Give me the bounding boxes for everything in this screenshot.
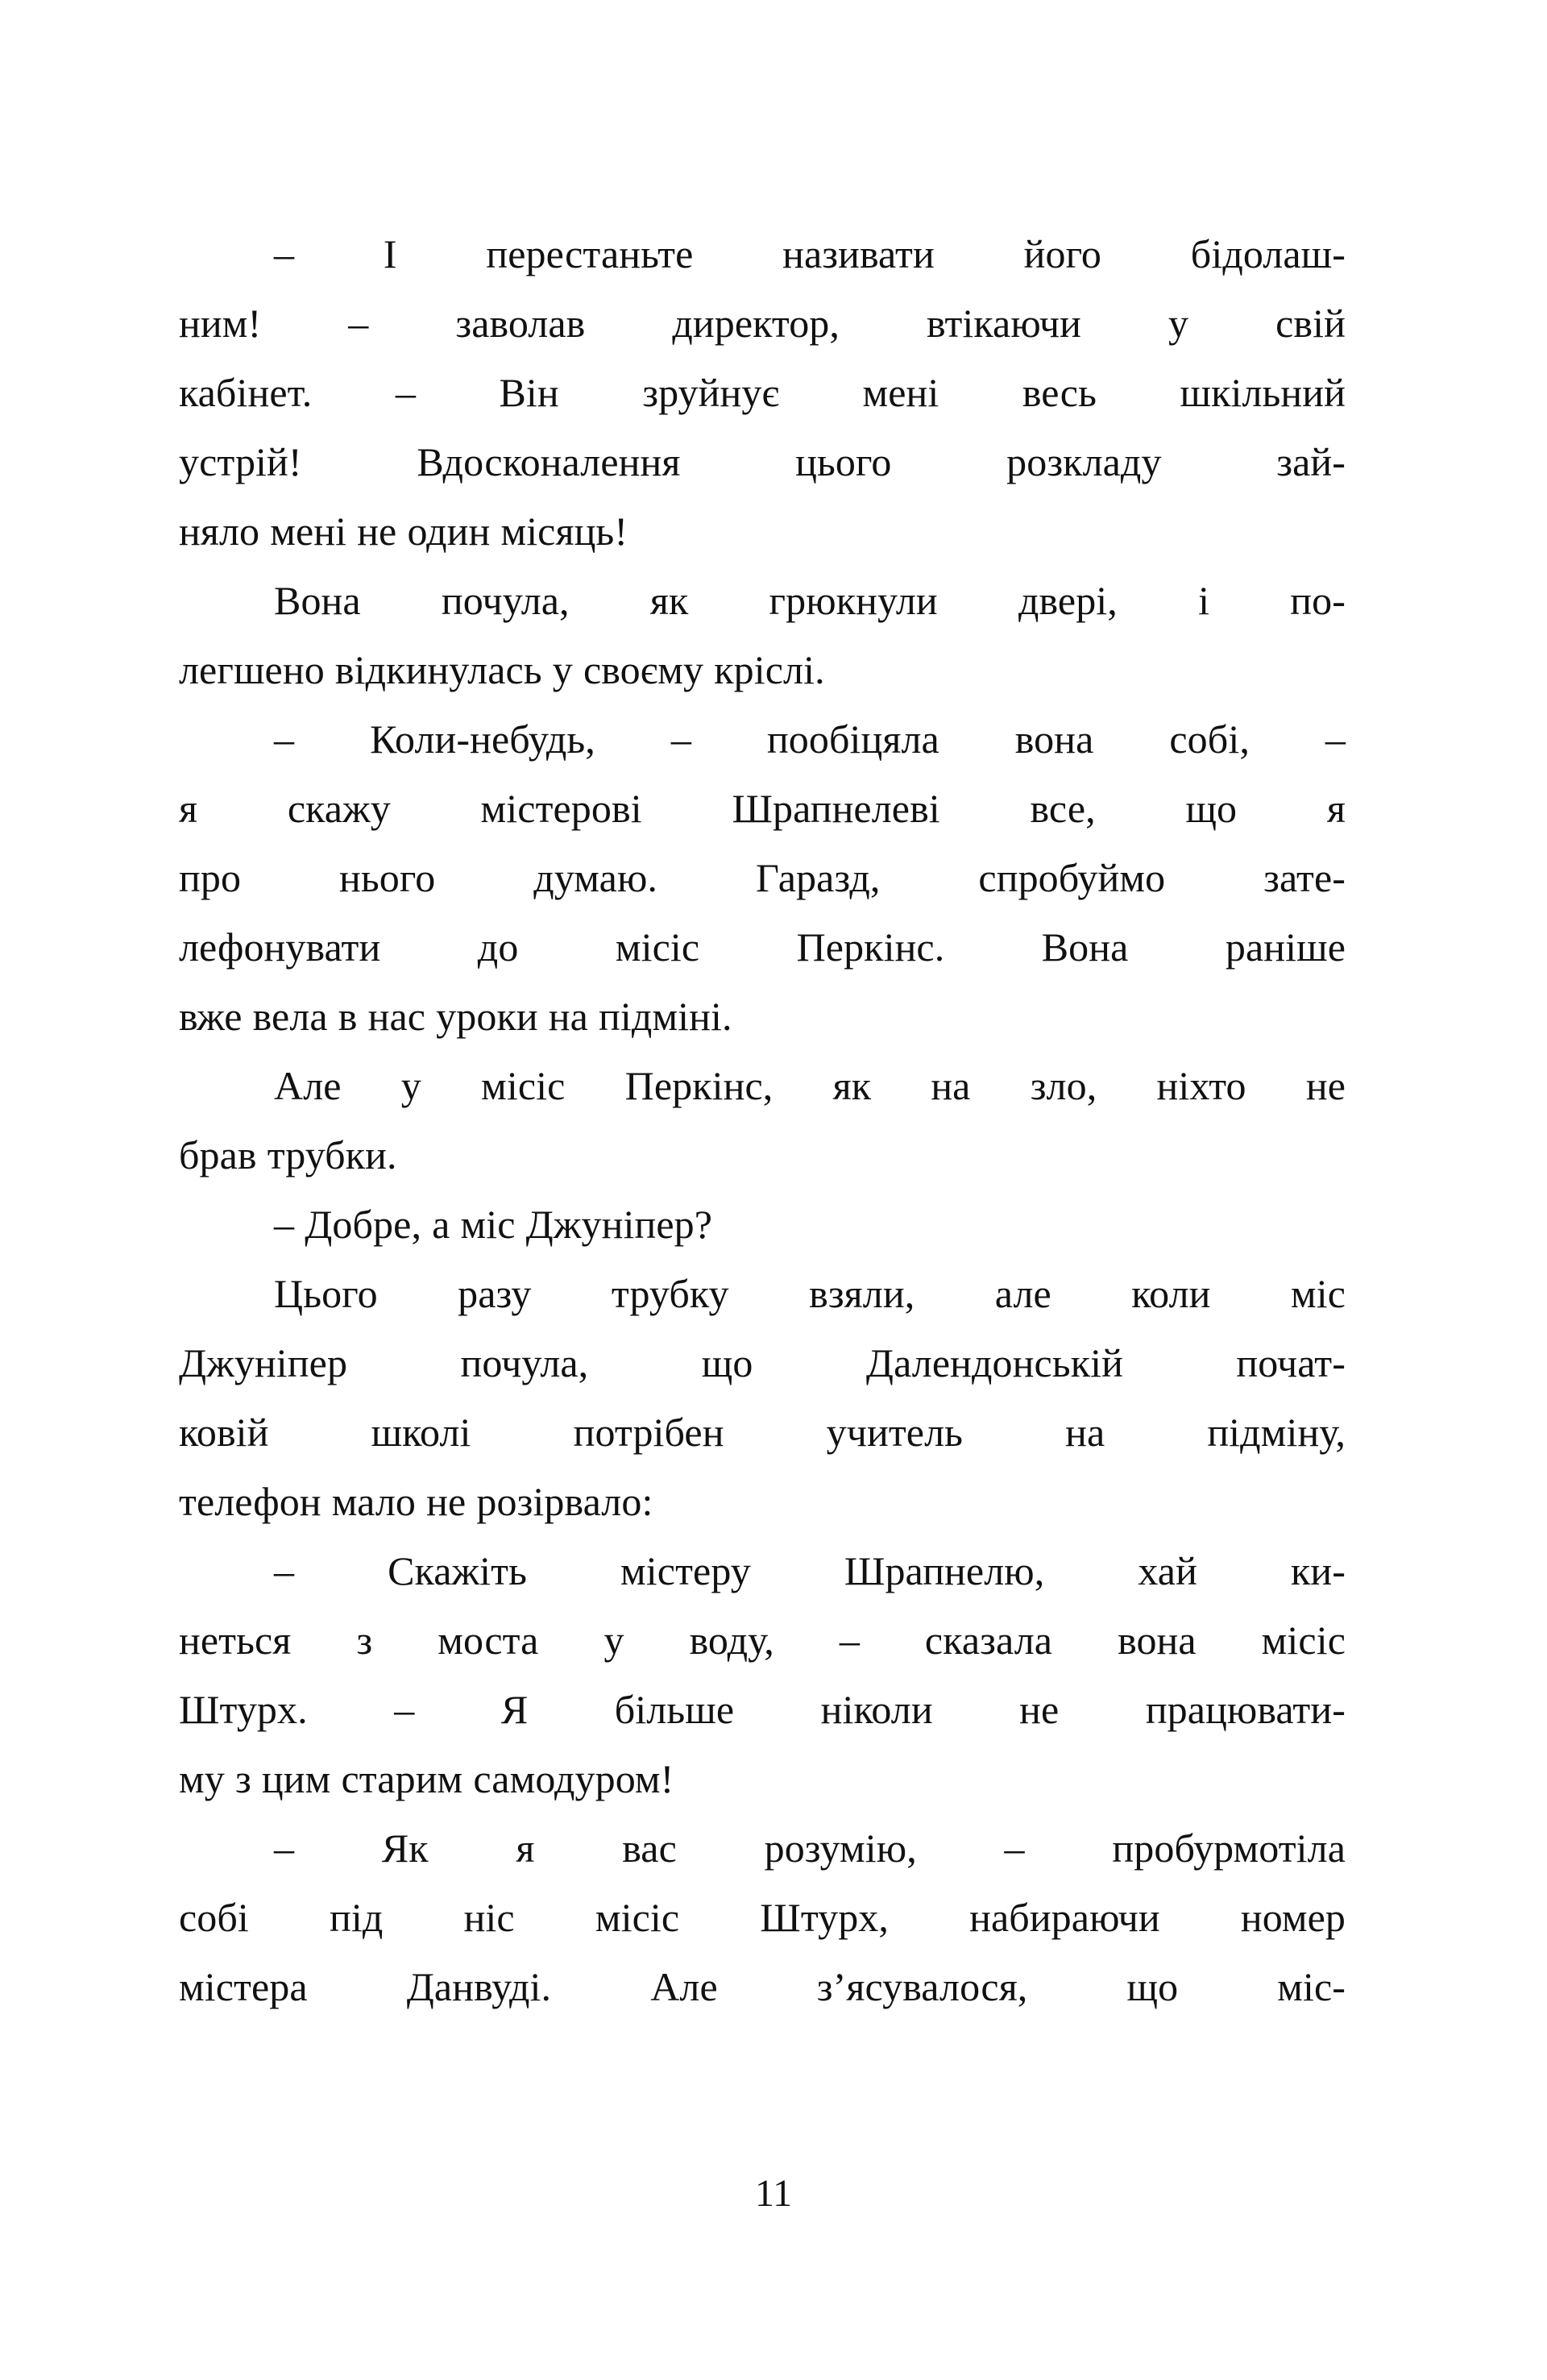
text-line: ковій школі потрібен учитель на підміну, — [179, 1410, 1346, 1455]
paragraph-7 — [179, 1536, 1346, 1813]
paragraph-6 — [179, 1259, 1346, 1536]
paragraph-2 — [179, 566, 1346, 704]
text-line: вже вела в нас уроки на підміні. — [179, 994, 732, 1039]
text-line: собі під ніс місіс Штурх, набираючи номер — [179, 1895, 1346, 1940]
text-line: ним! – заволав директор, втікаючи у свій — [179, 301, 1346, 346]
text-line: Вона почула, як грюкнули двері, і по- — [274, 578, 1346, 623]
text-line: брав трубки. — [179, 1132, 397, 1178]
text-line: Цього разу трубку взяли, але коли міс — [274, 1271, 1346, 1316]
paragraph-4 — [179, 1051, 1346, 1190]
text-line: кабінет. – Він зруйнує мені весь шкільний — [179, 370, 1346, 415]
text-line: му з цим старим самодуром! — [179, 1756, 674, 1801]
text-line: телефон мало не розірвало: — [179, 1479, 653, 1524]
paragraph-1 — [179, 219, 1346, 566]
text-line: – Добре, а міс Джуніпер? — [274, 1202, 712, 1247]
text-line: няло мені не один місяць! — [179, 509, 628, 554]
text-line: – Скажіть містеру Шрапнелю, хай ки- — [274, 1548, 1346, 1593]
text-line: – Як я вас розумію, – пробурмотіла — [274, 1825, 1346, 1871]
text-line: про нього думаю. Гаразд, спробуймо зате- — [179, 855, 1346, 900]
text-line: – Коли-небудь, – пообіцяла вона собі, – — [274, 716, 1346, 762]
paragraph-3 — [179, 704, 1346, 1051]
text-line: містера Данвуді. Але з’ясувалося, що міс- — [179, 1964, 1346, 2009]
text-line: Але у місіс Перкінс, як на зло, ніхто не — [274, 1063, 1346, 1108]
text-line: неться з моста у воду, – сказала вона місіс — [179, 1618, 1346, 1663]
page-text-block — [179, 219, 1346, 2021]
page-number: 11 — [754, 2172, 793, 2215]
text-line: Джуніпер почула, що Далендонській почат- — [179, 1340, 1346, 1385]
text-line: легшено відкинулась у своєму кріслі. — [179, 647, 825, 692]
text-line: – І перестаньте називати його бідолаш- — [274, 231, 1346, 276]
paragraph-5 — [179, 1190, 1346, 1259]
text-line: устрій! Вдосконалення цього розкладу зай- — [179, 439, 1346, 484]
text-line: лефонувати до місіс Перкінс. Вона раніше — [179, 924, 1346, 970]
text-line: я скажу містерові Шрапнелеві все, що я — [179, 786, 1346, 831]
paragraph-8 — [179, 1813, 1346, 2021]
text-line: Штурх. – Я більше ніколи не працювати- — [179, 1687, 1346, 1732]
